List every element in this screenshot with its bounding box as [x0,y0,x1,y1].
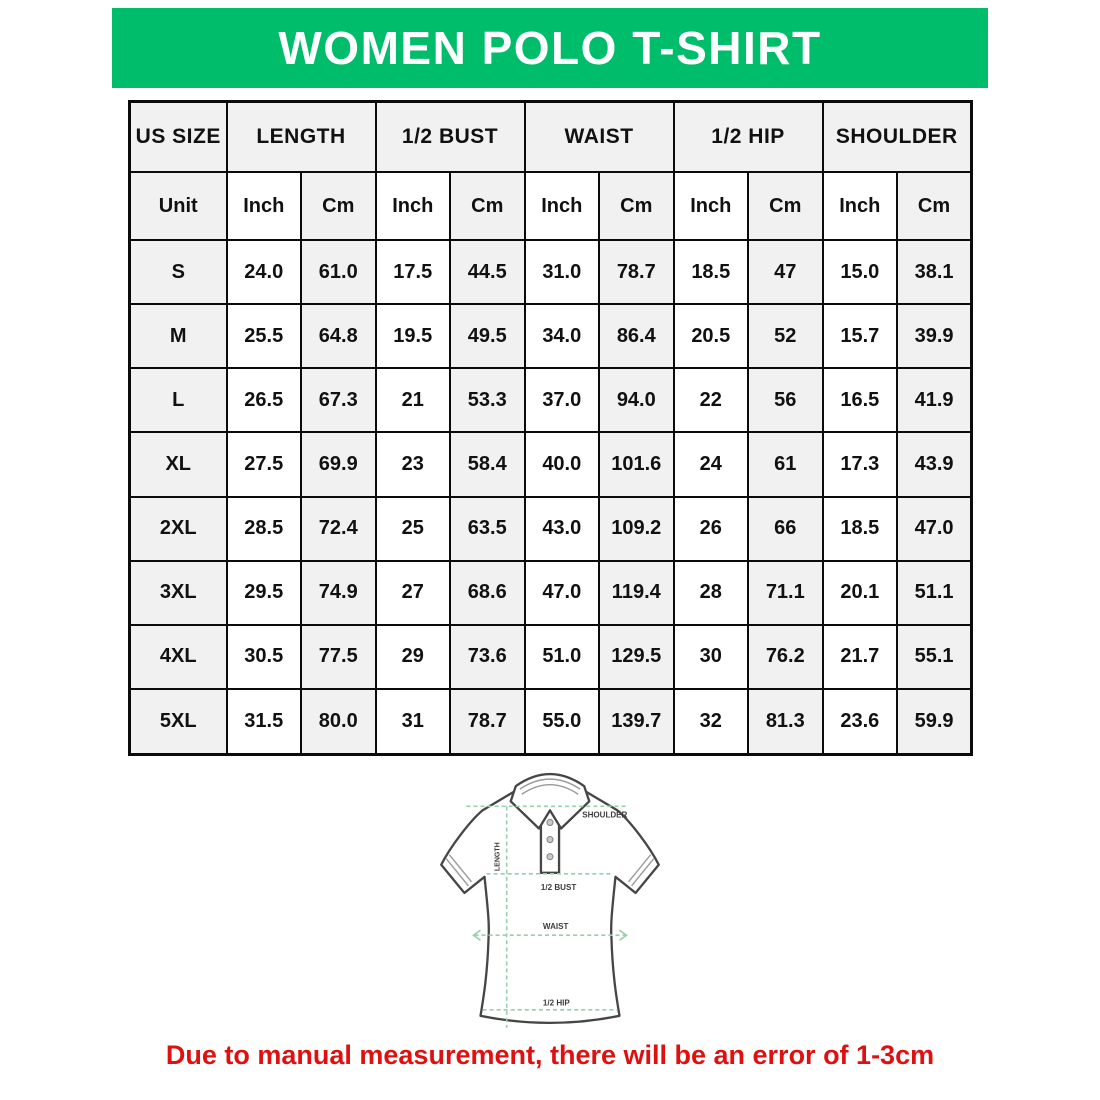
value-cell: 30.5 [227,625,302,689]
unit-header-cell: Inch [823,172,898,240]
value-cell: 20.5 [674,304,749,368]
value-cell: 24 [674,432,749,496]
column-header-length: LENGTH [227,102,376,173]
value-cell: 52 [748,304,823,368]
value-cell: 18.5 [674,240,749,304]
column-header-us-size: US SIZE [130,102,227,173]
value-cell: 27.5 [227,432,302,496]
value-cell: 28 [674,561,749,625]
value-cell: 80.0 [301,689,376,755]
unit-header-cell: Cm [301,172,376,240]
value-cell: 58.4 [450,432,525,496]
value-cell: 55.0 [525,689,600,755]
diagram-label-bust: 1/2 BUST [540,882,577,892]
value-cell: 69.9 [301,432,376,496]
diagram-label-shoulder: SHOULDER [582,810,628,820]
measurement-note: Due to manual measurement, there will be an error of 1-3cm [165,1040,935,1070]
value-cell: 47.0 [897,497,972,561]
value-cell: 25.5 [227,304,302,368]
value-cell: 22 [674,368,749,432]
value-cell: 31.5 [227,689,302,755]
value-cell: 29.5 [227,561,302,625]
value-cell: 40.0 [525,432,600,496]
value-cell: 51.1 [897,561,972,625]
value-cell: 39.9 [897,304,972,368]
value-cell: 47.0 [525,561,600,625]
value-cell: 56 [748,368,823,432]
value-cell: 31 [376,689,451,755]
table-row [130,561,972,625]
value-cell: 51.0 [525,625,600,689]
value-cell: 43.0 [525,497,600,561]
value-cell: 16.5 [823,368,898,432]
value-cell: 86.4 [599,304,674,368]
size-cell: 5XL [130,689,227,755]
value-cell: 47 [748,240,823,304]
value-cell: 21.7 [823,625,898,689]
unit-header-cell: Inch [674,172,749,240]
value-cell: 43.9 [897,432,972,496]
size-cell: 3XL [130,561,227,625]
value-cell: 26 [674,497,749,561]
value-cell: 78.7 [599,240,674,304]
column-group-row [130,102,972,173]
value-cell: 59.9 [897,689,972,755]
column-header-waist: WAIST [525,102,674,173]
value-cell: 20.1 [823,561,898,625]
value-cell: 21 [376,368,451,432]
size-cell: S [130,240,227,304]
value-cell: 15.0 [823,240,898,304]
value-cell: 32 [674,689,749,755]
value-cell: 31.0 [525,240,600,304]
value-cell: 61 [748,432,823,496]
polo-shirt-diagram [438,758,664,1044]
value-cell: 19.5 [376,304,451,368]
size-cell: 4XL [130,625,227,689]
value-cell: 109.2 [599,497,674,561]
value-cell: 30 [674,625,749,689]
value-cell: 139.7 [599,689,674,755]
table-row [130,304,972,368]
unit-row [130,172,972,240]
unit-header-cell: Cm [748,172,823,240]
value-cell: 55.1 [897,625,972,689]
value-cell: 76.2 [748,625,823,689]
value-cell: 67.3 [301,368,376,432]
table-row [130,432,972,496]
column-header-shoulder: SHOULDER [823,102,972,173]
value-cell: 64.8 [301,304,376,368]
diagram-label-length: LENGTH [494,842,502,872]
size-cell: L [130,368,227,432]
unit-header-cell: Unit [130,172,227,240]
unit-header-cell: Cm [450,172,525,240]
size-table-body [130,240,972,755]
value-cell: 74.9 [301,561,376,625]
unit-header-cell: Inch [525,172,600,240]
value-cell: 72.4 [301,497,376,561]
value-cell: 77.5 [301,625,376,689]
value-cell: 78.7 [450,689,525,755]
value-cell: 17.3 [823,432,898,496]
unit-header-cell: Inch [376,172,451,240]
table-row [130,240,972,304]
value-cell: 23 [376,432,451,496]
value-cell: 41.9 [897,368,972,432]
size-cell: 2XL [130,497,227,561]
value-cell: 27 [376,561,451,625]
diagram-label-hip: 1/2 HIP [542,998,570,1008]
value-cell: 29 [376,625,451,689]
diagram-label-waist: WAIST [542,922,569,932]
value-cell: 66 [748,497,823,561]
page-title: WOMEN POLO T-SHIRT [278,22,822,74]
value-cell: 23.6 [823,689,898,755]
value-cell: 53.3 [450,368,525,432]
value-cell: 17.5 [376,240,451,304]
title-banner [112,8,988,88]
value-cell: 24.0 [227,240,302,304]
value-cell: 68.6 [450,561,525,625]
value-cell: 63.5 [450,497,525,561]
value-cell: 38.1 [897,240,972,304]
value-cell: 15.7 [823,304,898,368]
table-row [130,497,972,561]
value-cell: 28.5 [227,497,302,561]
value-cell: 37.0 [525,368,600,432]
unit-header-cell: Inch [227,172,302,240]
value-cell: 25 [376,497,451,561]
value-cell: 34.0 [525,304,600,368]
size-chart-table [128,100,973,756]
value-cell: 81.3 [748,689,823,755]
table-row [130,368,972,432]
value-cell: 44.5 [450,240,525,304]
table-row [130,625,972,689]
column-header-half-hip: 1/2 HIP [674,102,823,173]
value-cell: 101.6 [599,432,674,496]
size-cell: XL [130,432,227,496]
unit-header-cell: Cm [897,172,972,240]
value-cell: 18.5 [823,497,898,561]
value-cell: 73.6 [450,625,525,689]
value-cell: 94.0 [599,368,674,432]
value-cell: 61.0 [301,240,376,304]
size-cell: M [130,304,227,368]
value-cell: 26.5 [227,368,302,432]
column-header-half-bust: 1/2 BUST [376,102,525,173]
value-cell: 129.5 [599,625,674,689]
value-cell: 49.5 [450,304,525,368]
unit-header-cell: Cm [599,172,674,240]
value-cell: 71.1 [748,561,823,625]
table-row [130,689,972,755]
value-cell: 119.4 [599,561,674,625]
